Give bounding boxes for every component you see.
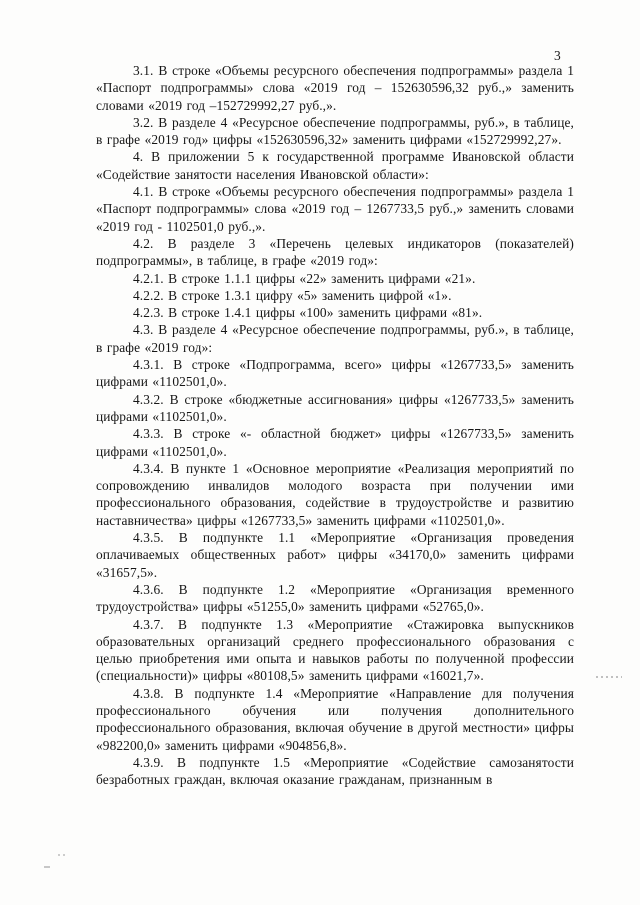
para-4-3-1: 4.3.1. В строке «Подпрограмма, всего» цифры «1267733,5» заменить цифрами «1102501,0». xyxy=(96,357,574,390)
page-number: 3 xyxy=(554,48,561,63)
para-3-1: 3.1. В строке «Объемы ресурсного обеспечения подпрограммы» раздела 1 «Паспорт подпрограммы» слова «2019 год – 152630596,32 руб.,» заменить словами «2019 год –152729992,27 руб.,». xyxy=(96,63,574,113)
para-4-1: 4.1. В строке «Объемы ресурсного обеспечения подпрограммы» раздела 1 «Паспорт подпрограммы» слова «2019 год – 1267733,5 руб.,» заменить словами «2019 год - 1102501,0 руб.,». xyxy=(96,184,574,234)
para-4-3-7: 4.3.7. В подпункте 1.3 «Мероприятие «Стажировка выпускников образовательных организаций среднего профессионального образования с целью приобретения ими опыта и навыков работы по полученной профессии (специальности)» цифры «80108,5» заменить цифрами «16021,7». xyxy=(96,616,574,684)
para-4-3-9: 4.3.9. В подпункте 1.5 «Мероприятие «Содействие самозанятости безработных граждан, включая оказание гражданам, признанным в xyxy=(96,754,574,788)
scan-artifact xyxy=(44,866,50,868)
para-4-3-2: 4.3.2. В строке «бюджетные ассигнования» цифры «1267733,5» заменить цифрами «1102501,0». xyxy=(96,391,574,424)
para-4-3: 4.3. В разделе 4 «Ресурсное обеспечение подпрограммы, руб.», в таблице, в графе «2019 год»: xyxy=(96,322,574,355)
para-4-3-3: 4.3.3. В строке «- областной бюджет» цифры «1267733,5» заменить цифрами «1102501,0». xyxy=(96,426,574,459)
scan-artifact xyxy=(58,854,68,856)
para-4-2-3: 4.2.3. В строке 1.4.1 цифры «100» заменить цифрами «81». xyxy=(133,305,483,321)
para-4-2-1: 4.2.1. В строке 1.1.1 цифры «22» заменить цифрами «21». xyxy=(133,270,476,286)
para-4-3-4: 4.3.4. В пункте 1 «Основное мероприятие «Реализация мероприятий по сопровождению инвалидов молодого возраста при получении ими профессионального образования, содействие в трудоустройстве и развитию наставничества» цифры «1267733,5» заменить цифрами «1102501,0». xyxy=(96,460,574,528)
para-4-3-6: 4.3.6. В подпункте 1.2 «Мероприятие «Организация временного трудоустройства» цифры «51255,0» заменить цифрами «52765,0». xyxy=(96,581,574,615)
para-4-2-2: 4.2.2. В строке 1.3.1 цифру «5» заменить цифрой «1». xyxy=(133,287,452,303)
para-3-2: 3.2. В разделе 4 «Ресурсное обеспечение подпрограммы, руб.», в таблице, в графе «2019 год» цифры «152630596,32» заменить цифрами «152729992,27». xyxy=(96,114,574,148)
para-4: 4. В приложении 5 к государственной программе Ивановской области «Содействие занятости населения Ивановской области»: xyxy=(96,149,574,182)
document-body xyxy=(96,62,574,788)
para-4-2: 4.2. В разделе 3 «Перечень целевых индикаторов (показателей) подпрограммы», в таблице, в графе «2019 год»: xyxy=(96,235,574,269)
para-4-3-5: 4.3.5. В подпункте 1.1 «Мероприятие «Организация проведения оплачиваемых общественных работ» цифры «34170,0» заменить цифрами «31657,5». xyxy=(96,530,574,580)
para-4-3-8: 4.3.8. В подпункте 1.4 «Мероприятие «Направление для получения профессионального обучения или получения дополнительного профессионального образования, включая обучение в другой местности» цифры «982200,0» заменить цифрами «904856,8». xyxy=(96,685,574,753)
scan-artifact xyxy=(596,676,622,678)
